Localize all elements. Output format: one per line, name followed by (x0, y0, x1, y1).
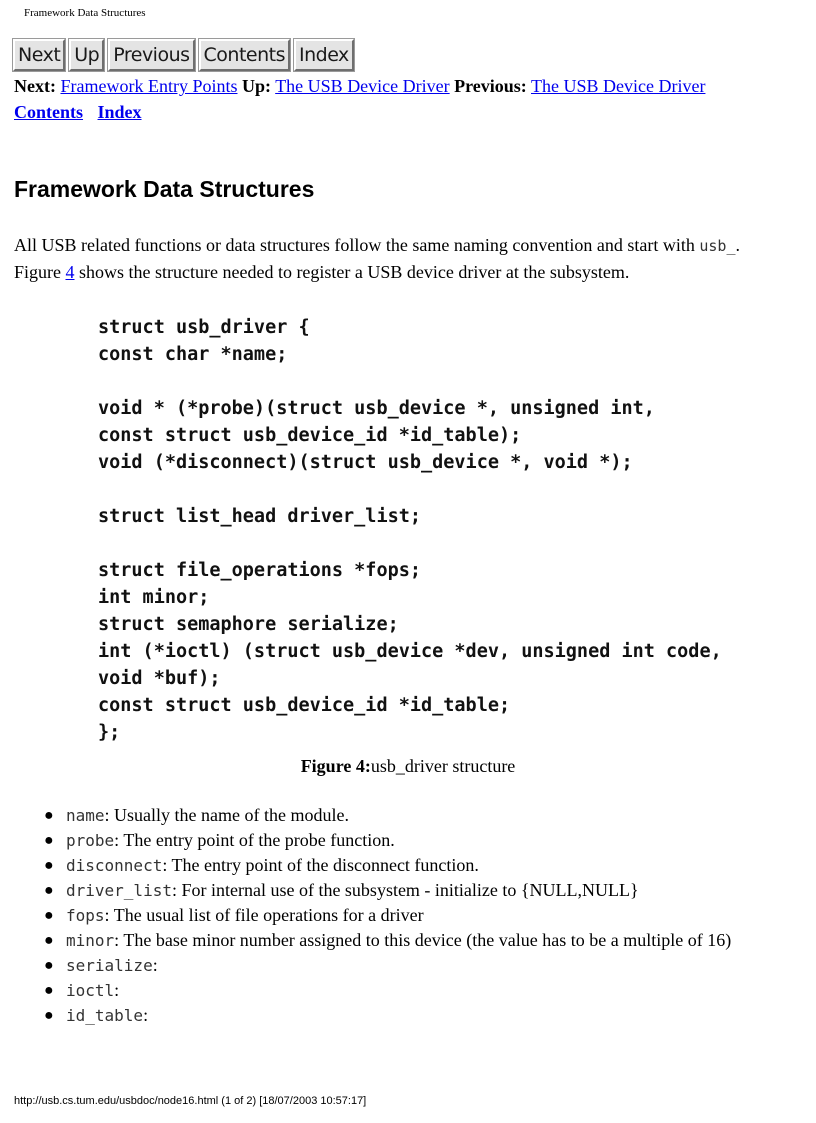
contents-button[interactable]: Contents (199, 39, 290, 71)
field-list (28, 803, 808, 1028)
field-name: minor (66, 931, 115, 950)
field-name: serialize (66, 956, 153, 975)
caption-label: Figure 4: (300, 756, 371, 776)
field-name: ioctl (66, 981, 115, 1000)
code-line (98, 476, 722, 503)
code-line (98, 530, 722, 557)
list-item (28, 828, 808, 853)
index-link[interactable]: Index (97, 102, 142, 122)
code-line: const struct usb_device_id *id_table; (98, 695, 511, 716)
bullet-icon: ● (44, 907, 54, 924)
field-desc: : The entry point of the disconnect function. (162, 855, 479, 875)
code-line: const struct usb_device_id *id_table); (98, 425, 522, 446)
list-item (28, 1003, 808, 1028)
list-item (28, 978, 808, 1003)
intro-text-end: . (735, 235, 740, 255)
field-name: id_table (66, 1006, 144, 1025)
field-desc: : (143, 1005, 149, 1025)
code-figure (98, 314, 722, 746)
code-line: }; (98, 722, 121, 743)
code-line: int (*ioctl) (struct usb_device *dev, unsigned int code, (98, 641, 722, 662)
code-prefix: usb_ (699, 237, 736, 255)
field-desc: : (152, 955, 158, 975)
next-label: Next: (14, 76, 56, 96)
up-link[interactable]: The USB Device Driver (275, 76, 450, 96)
code-line: void (*disconnect)(struct usb_device *, void *); (98, 452, 633, 473)
caption-text: usb_driver structure (370, 756, 516, 776)
index-button[interactable]: Index (294, 39, 354, 71)
print-header: Framework Data Structures (24, 7, 146, 19)
code-line: struct usb_driver { (98, 317, 310, 338)
next-link[interactable]: Framework Entry Points (60, 76, 238, 96)
figure-ref-link[interactable]: 4 (65, 262, 75, 282)
bullet-icon: ● (44, 957, 54, 974)
nav-button-bar (13, 39, 354, 71)
intro-paragraph (14, 232, 804, 285)
field-name: driver_list (66, 881, 172, 900)
field-name: probe (66, 831, 115, 850)
bullet-icon: ● (44, 1007, 54, 1024)
field-name: fops (66, 906, 105, 925)
toc-links (14, 102, 152, 123)
bullet-icon: ● (44, 857, 54, 874)
code-line: struct semaphore serialize; (98, 614, 399, 635)
intro-text: All USB related functions or data structures follow the same naming convention and start with (14, 235, 700, 255)
list-item (28, 853, 808, 878)
bullet-icon: ● (44, 932, 54, 949)
list-item (28, 953, 808, 978)
field-name: disconnect (66, 856, 163, 875)
navigation-links (14, 76, 705, 97)
bullet-icon: ● (44, 832, 54, 849)
code-line: int minor; (98, 587, 210, 608)
list-item (28, 878, 808, 903)
code-line: void *buf); (98, 668, 221, 689)
list-item (28, 903, 808, 928)
code-line: struct file_operations *fops; (98, 560, 422, 581)
field-desc: : (114, 980, 120, 1000)
field-name: name (66, 806, 105, 825)
field-desc: : The base minor number assigned to this device (the value has to be a multiple of 16) (114, 930, 732, 950)
code-line: void * (*probe)(struct usb_device *, unsigned int, (98, 398, 655, 419)
field-desc: : Usually the name of the module. (104, 805, 349, 825)
bullet-icon: ● (44, 882, 54, 899)
field-desc: : The usual list of file operations for a driver (104, 905, 424, 925)
print-footer: http://usb.cs.tum.edu/usbdoc/node16.html (1 of 2) [18/07/2003 10:57:17] (14, 1095, 367, 1107)
previous-label: Previous: (454, 76, 527, 96)
next-button[interactable]: Next (13, 39, 65, 71)
up-label: Up: (241, 76, 271, 96)
bullet-icon: ● (44, 807, 54, 824)
field-desc: : For internal use of the subsystem - initialize to {NULL,NULL} (171, 880, 639, 900)
list-item (28, 803, 808, 828)
bullet-icon: ● (44, 982, 54, 999)
code-line (98, 368, 722, 395)
up-button[interactable]: Up (69, 39, 104, 71)
figure-text-rest: shows the structure needed to register a USB device driver at the subsystem. (74, 262, 630, 282)
field-desc: : The entry point of the probe function. (114, 830, 395, 850)
figure-caption (0, 756, 816, 777)
page-title: Framework Data Structures (14, 176, 315, 202)
previous-link[interactable]: The USB Device Driver (531, 76, 706, 96)
code-line: struct list_head driver_list; (98, 506, 422, 527)
code-line: const char *name; (98, 344, 288, 365)
contents-link[interactable]: Contents (14, 102, 84, 122)
figure-text: Figure (14, 262, 66, 282)
previous-button[interactable]: Previous (108, 39, 194, 71)
list-item (28, 928, 808, 953)
